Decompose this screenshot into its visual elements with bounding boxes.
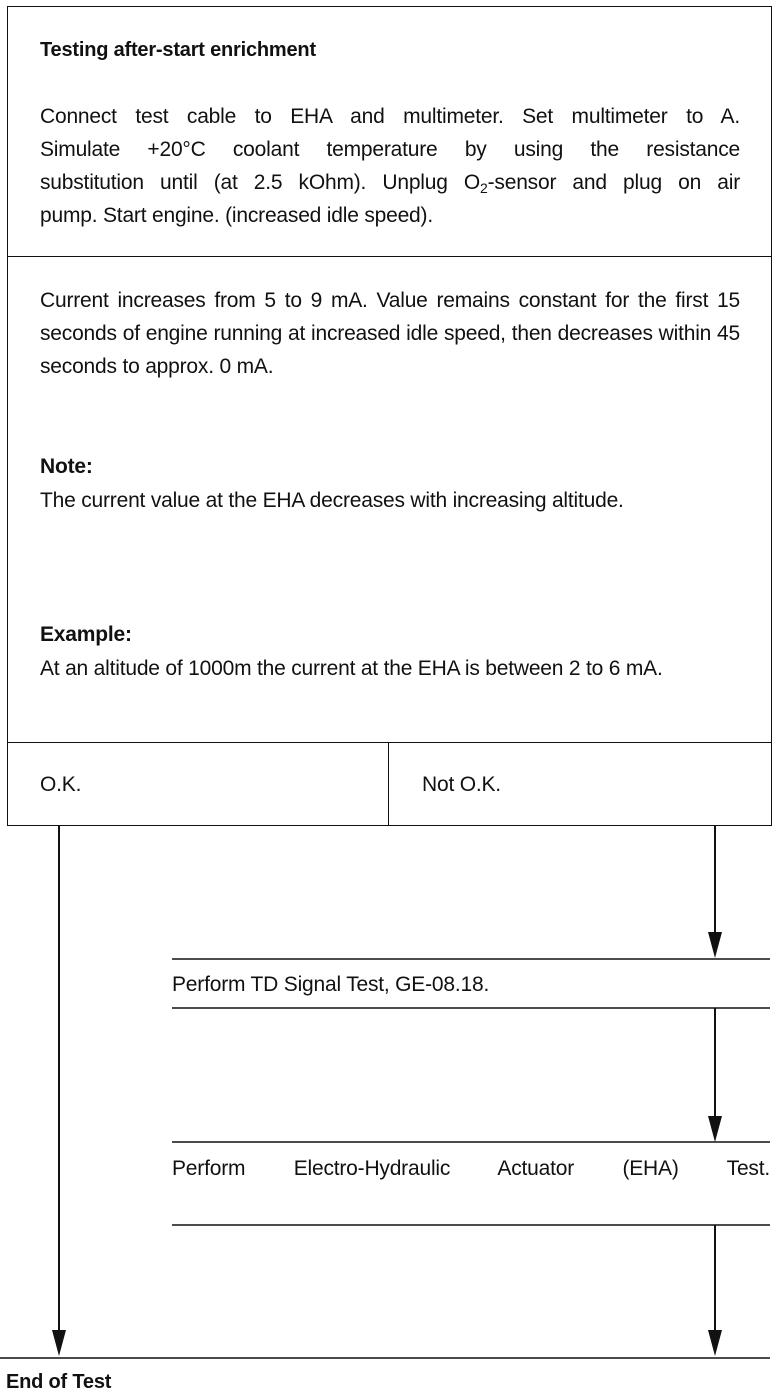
- procedure-title: Testing after-start enrichment: [40, 39, 316, 61]
- step1-to-step2-arrowhead: [708, 1116, 722, 1142]
- ok-path-arrowhead: [52, 1330, 66, 1356]
- end-of-test: End of Test: [6, 1371, 112, 1393]
- example-label: Example:: [40, 623, 132, 646]
- note-text-body: The current value at the EHA decreases with increasing altitude.: [40, 489, 624, 512]
- flow-step-eha-test: Perform Electro-Hydraulic Actuator (EHA) Test.: [172, 1157, 770, 1180]
- oxygen-subscript: 2: [480, 180, 488, 196]
- instruction-line-2: Simulate +20°C coolant temperature by using the resistance: [40, 138, 740, 161]
- step2-to-end-arrowhead: [708, 1330, 722, 1356]
- note-label: Note:: [40, 455, 93, 478]
- outcome-ok: O.K.: [40, 773, 82, 796]
- example-text: At an altitude of 1000m the current at the EHA is between 2 to 6 mA.: [40, 657, 663, 680]
- outcome-not-ok: Not O.K.: [422, 773, 501, 796]
- instruction-line-1: Connect test cable to EHA and multimeter. Set multimeter to A.: [40, 105, 740, 128]
- instruction-line-3-end: -sensor and plug on air: [487, 171, 740, 194]
- instruction-line-4: pump. Start engine. (increased idle speed).: [40, 204, 433, 227]
- instruction-line-3-start: substitution until (at 2.5 kOhm). Unplug O: [40, 171, 481, 194]
- expected-result: Current increases from 5 to 9 mA. Value remains constant for the first 15 seconds of engine running at increased idle speed, then decreases within 45 seconds to approx. 0 mA.: [40, 289, 740, 378]
- flow-step-td-signal: Perform TD Signal Test, GE-08.18.: [172, 973, 490, 996]
- not-ok-path-arrowhead: [708, 932, 722, 958]
